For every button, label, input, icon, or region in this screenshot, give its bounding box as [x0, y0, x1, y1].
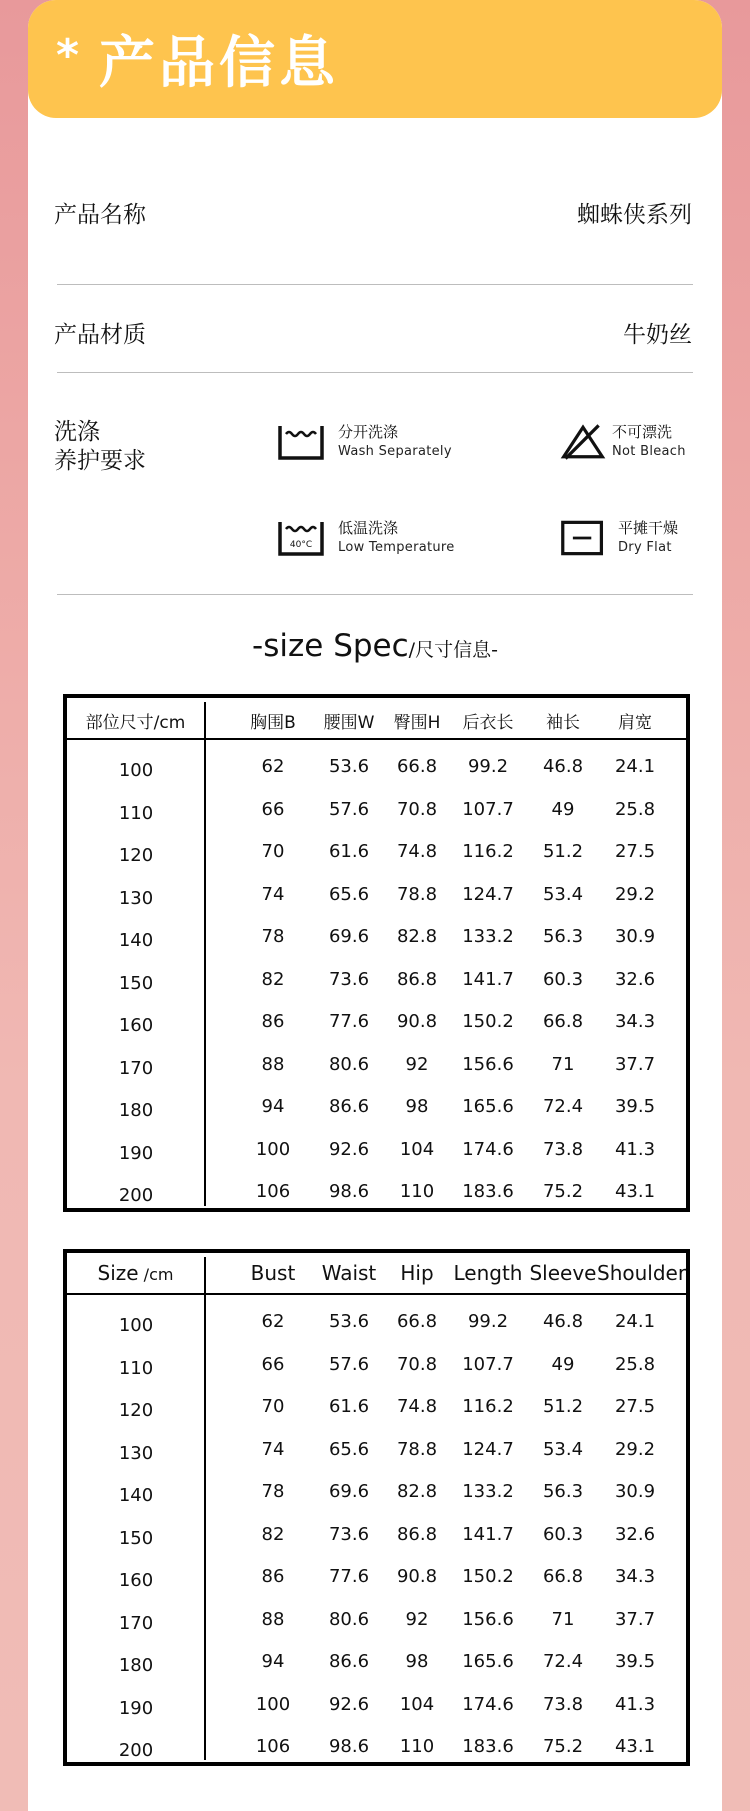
table-row-size: 160 — [118, 1015, 154, 1036]
table-cell: 78.8 — [396, 1438, 438, 1460]
table-header-cell: 袖长 — [546, 713, 580, 733]
page-title: 产品信息 — [99, 31, 340, 96]
table-cell: 94 — [261, 1651, 285, 1672]
table-cell: 141.7 — [462, 968, 514, 990]
table-cell: 66.8 — [542, 1566, 584, 1587]
table-cell: 110 — [399, 1736, 435, 1757]
dry-flat-icon — [560, 518, 606, 558]
care-zh: 分开洗涤 — [338, 423, 399, 441]
table-cell: 53.4 — [542, 1438, 584, 1460]
care-label-line2: 养护要求 — [54, 448, 146, 474]
care-zh: 不可漂洗 — [612, 423, 673, 441]
temperature-text: 40°C — [289, 540, 313, 550]
divider — [57, 284, 693, 285]
table-cell: 34.3 — [614, 1566, 656, 1587]
table-header-cell: Sleeve — [529, 1261, 597, 1285]
header-banner — [28, 0, 722, 118]
table-cell: 32.6 — [614, 968, 656, 990]
table-cell: 29.2 — [614, 1438, 656, 1460]
care-item-low-temperature — [276, 518, 455, 558]
table-cell: 156.6 — [462, 1608, 514, 1630]
table-cell: 98.6 — [328, 1736, 370, 1757]
table-cell: 106 — [255, 1181, 291, 1202]
table-cell: 74.8 — [396, 841, 438, 862]
table-row-size: 170 — [118, 1057, 154, 1079]
table-cell: 82.8 — [396, 1481, 438, 1502]
product-material-value: 牛奶丝 — [623, 322, 692, 348]
table-cell: 141.7 — [462, 1523, 514, 1545]
table-cell: 73.6 — [328, 968, 370, 990]
table-row-size: 100 — [118, 1315, 154, 1336]
table-cell: 86 — [261, 1011, 285, 1032]
table-cell: 66 — [261, 798, 285, 820]
table-corner-label — [67, 1261, 204, 1285]
table-row-size: 150 — [118, 972, 154, 994]
table-header-cell: Waist — [321, 1261, 377, 1285]
table-cell: 30.9 — [614, 926, 656, 947]
table-cell: 156.6 — [462, 1053, 514, 1075]
table-cell: 39.5 — [614, 1096, 656, 1117]
table-cell: 49 — [551, 1353, 575, 1375]
table-cell: 80.6 — [328, 1608, 370, 1630]
table-cell: 88 — [261, 1608, 285, 1630]
table-cell: 57.6 — [328, 798, 370, 820]
table-cell: 98 — [405, 1096, 429, 1117]
table-header-cell: Bust — [250, 1261, 296, 1285]
care-item-not-bleach — [560, 422, 686, 462]
table-cell: 133.2 — [462, 926, 514, 947]
table-cell: 107.7 — [462, 798, 514, 820]
table-cell: 62 — [261, 756, 285, 777]
table-cell: 150.2 — [462, 1566, 514, 1587]
table-cell: 150.2 — [462, 1011, 514, 1032]
table-cell: 74 — [261, 1438, 285, 1460]
table-cell: 183.6 — [462, 1181, 514, 1202]
table-row-size: 110 — [118, 802, 154, 824]
table-cell: 78 — [261, 926, 285, 947]
table-row-size: 150 — [118, 1527, 154, 1549]
corner-main: Size — [97, 1261, 139, 1285]
table-cell: 165.6 — [462, 1096, 514, 1117]
table-cell: 86.8 — [396, 1523, 438, 1545]
table-cell: 82 — [261, 968, 285, 990]
table-row-size: 160 — [118, 1570, 154, 1591]
table-cell: 53.6 — [328, 1311, 370, 1332]
table-cell: 60.3 — [542, 1523, 584, 1545]
wash-separately-icon — [276, 422, 326, 462]
table-cell: 53.4 — [542, 883, 584, 905]
table-cell: 86.8 — [396, 968, 438, 990]
table-row-size: 200 — [118, 1185, 154, 1206]
care-item-wash-separately — [276, 422, 452, 462]
table-cell: 86.6 — [328, 1651, 370, 1672]
table-cell: 88 — [261, 1053, 285, 1075]
spec-title — [0, 628, 750, 664]
table-cell: 75.2 — [542, 1736, 584, 1757]
table-header-cell: 肩宽 — [618, 713, 652, 733]
table-cell: 61.6 — [328, 1396, 370, 1417]
table-cell: 57.6 — [328, 1353, 370, 1375]
table-cell: 27.5 — [614, 1396, 656, 1417]
table-cell: 24.1 — [614, 1311, 656, 1332]
table-cell: 46.8 — [542, 756, 584, 777]
table-cell: 90.8 — [396, 1011, 438, 1032]
table-header-cell: 后衣长 — [462, 713, 514, 733]
table-row-size: 140 — [118, 1485, 154, 1506]
table-header-cell: 腰围W — [323, 713, 375, 733]
table-cell: 106 — [255, 1736, 291, 1757]
product-name-value: 蜘蛛侠系列 — [577, 202, 692, 228]
table-header-cell: 胸围B — [250, 713, 296, 733]
table-cell: 30.9 — [614, 1481, 656, 1502]
table-row-size: 200 — [118, 1740, 154, 1761]
table-cell: 56.3 — [542, 1481, 584, 1502]
table-cell: 92 — [405, 1053, 429, 1075]
table-cell: 174.6 — [462, 1138, 514, 1160]
table-cell: 124.7 — [462, 1438, 514, 1460]
table-cell: 24.1 — [614, 756, 656, 777]
table-cell: 116.2 — [462, 1396, 514, 1417]
table-cell: 165.6 — [462, 1651, 514, 1672]
table-cell: 69.6 — [328, 926, 370, 947]
table-row-size: 120 — [118, 845, 154, 866]
table-cell: 116.2 — [462, 841, 514, 862]
table-cell: 72.4 — [542, 1651, 584, 1672]
table-cell: 62 — [261, 1311, 285, 1332]
spec-title-main: -size Spec — [252, 628, 409, 664]
table-cell: 133.2 — [462, 1481, 514, 1502]
product-name-label: 产品名称 — [54, 202, 146, 228]
table-row-size: 180 — [118, 1100, 154, 1121]
table-cell: 66.8 — [542, 1011, 584, 1032]
table-cell: 73.6 — [328, 1523, 370, 1545]
table-cell: 183.6 — [462, 1736, 514, 1757]
table-header-cell: Length — [453, 1261, 523, 1285]
table-cell: 100 — [255, 1138, 291, 1160]
table-cell: 94 — [261, 1096, 285, 1117]
table-cell: 104 — [399, 1138, 435, 1160]
table-cell: 43.1 — [614, 1736, 656, 1757]
low-temperature-icon — [276, 518, 326, 558]
corner-unit: /cm — [138, 1265, 174, 1284]
table-cell: 78 — [261, 1481, 285, 1502]
table-cell: 71 — [551, 1608, 575, 1630]
table-cell: 37.7 — [614, 1053, 656, 1075]
table-cell: 110 — [399, 1181, 435, 1202]
table-cell: 25.8 — [614, 798, 656, 820]
table-cell: 107.7 — [462, 1353, 514, 1375]
table-row-size: 100 — [118, 760, 154, 781]
table-cell: 60.3 — [542, 968, 584, 990]
table-cell: 70.8 — [396, 1353, 438, 1375]
table-cell: 92.6 — [328, 1138, 370, 1160]
table-row-size: 120 — [118, 1400, 154, 1421]
table-cell: 82.8 — [396, 926, 438, 947]
care-zh: 低温洗涤 — [338, 519, 399, 537]
table-cell: 100 — [255, 1693, 291, 1715]
table-cell: 174.6 — [462, 1693, 514, 1715]
table-cell: 71 — [551, 1053, 575, 1075]
table-cell: 27.5 — [614, 841, 656, 862]
table-cell: 74 — [261, 883, 285, 905]
table-cell: 69.6 — [328, 1481, 370, 1502]
table-cell: 61.6 — [328, 841, 370, 862]
divider — [57, 372, 693, 373]
care-label-line1: 洗涤 — [54, 419, 100, 445]
table-row-size: 130 — [118, 887, 154, 909]
table-divider — [204, 1257, 206, 1760]
table-cell: 39.5 — [614, 1651, 656, 1672]
star-mark: * — [56, 29, 80, 81]
table-cell: 86.6 — [328, 1096, 370, 1117]
table-cell: 98 — [405, 1651, 429, 1672]
table-cell: 70 — [261, 1396, 285, 1417]
table-cell: 53.6 — [328, 756, 370, 777]
table-cell: 65.6 — [328, 883, 370, 905]
table-cell: 70.8 — [396, 798, 438, 820]
table-cell: 73.8 — [542, 1693, 584, 1715]
table-cell: 80.6 — [328, 1053, 370, 1075]
care-en: Low Temperature — [338, 540, 455, 555]
not-bleach-icon — [560, 422, 606, 462]
table-cell: 25.8 — [614, 1353, 656, 1375]
table-row-size: 130 — [118, 1442, 154, 1464]
table-cell: 99.2 — [467, 756, 509, 777]
table-cell: 49 — [551, 798, 575, 820]
size-table-en — [63, 1249, 690, 1766]
table-cell: 72.4 — [542, 1096, 584, 1117]
product-material-label: 产品材质 — [54, 322, 146, 348]
table-cell: 92 — [405, 1608, 429, 1630]
table-cell: 65.6 — [328, 1438, 370, 1460]
care-en: Dry Flat — [618, 540, 672, 555]
table-row-size: 110 — [118, 1357, 154, 1379]
table-header-cell: Hip — [400, 1261, 434, 1285]
table-cell: 66 — [261, 1353, 285, 1375]
care-en: Not Bleach — [612, 444, 686, 459]
table-cell: 46.8 — [542, 1311, 584, 1332]
table-cell: 70 — [261, 841, 285, 862]
table-header-cell: Shoulder — [597, 1261, 687, 1285]
care-item-dry-flat — [560, 518, 678, 558]
table-cell: 92.6 — [328, 1693, 370, 1715]
table-row-size: 180 — [118, 1655, 154, 1676]
spec-title-sub: /尺寸信息- — [408, 639, 498, 661]
table-cell: 66.8 — [396, 756, 438, 777]
table-cell: 124.7 — [462, 883, 514, 905]
table-cell: 56.3 — [542, 926, 584, 947]
care-en: Wash Separately — [338, 444, 452, 459]
table-cell: 51.2 — [542, 1396, 584, 1417]
table-cell: 29.2 — [614, 883, 656, 905]
table-header-cell: 臀围H — [393, 713, 441, 733]
table-cell: 90.8 — [396, 1566, 438, 1587]
table-cell: 104 — [399, 1693, 435, 1715]
table-cell: 75.2 — [542, 1181, 584, 1202]
table-divider — [204, 702, 206, 1206]
table-cell: 41.3 — [614, 1138, 656, 1160]
table-cell: 77.6 — [328, 1566, 370, 1587]
divider — [57, 594, 693, 595]
table-cell: 73.8 — [542, 1138, 584, 1160]
table-cell: 99.2 — [467, 1311, 509, 1332]
table-cell: 77.6 — [328, 1011, 370, 1032]
table-cell: 51.2 — [542, 841, 584, 862]
table-cell: 66.8 — [396, 1311, 438, 1332]
table-row-size: 140 — [118, 930, 154, 951]
table-cell: 32.6 — [614, 1523, 656, 1545]
table-cell: 34.3 — [614, 1011, 656, 1032]
table-cell: 41.3 — [614, 1693, 656, 1715]
table-cell: 43.1 — [614, 1181, 656, 1202]
table-row-size: 190 — [118, 1697, 154, 1719]
table-cell: 98.6 — [328, 1181, 370, 1202]
table-cell: 74.8 — [396, 1396, 438, 1417]
size-table-cn — [63, 694, 690, 1212]
table-corner-label: 部位尺寸/cm — [85, 713, 186, 733]
table-cell: 78.8 — [396, 883, 438, 905]
table-cell: 37.7 — [614, 1608, 656, 1630]
table-row-size: 170 — [118, 1612, 154, 1634]
care-label — [54, 418, 146, 476]
table-row-size: 190 — [118, 1142, 154, 1164]
care-zh: 平摊干燥 — [618, 519, 679, 537]
table-cell: 82 — [261, 1523, 285, 1545]
table-cell: 86 — [261, 1566, 285, 1587]
